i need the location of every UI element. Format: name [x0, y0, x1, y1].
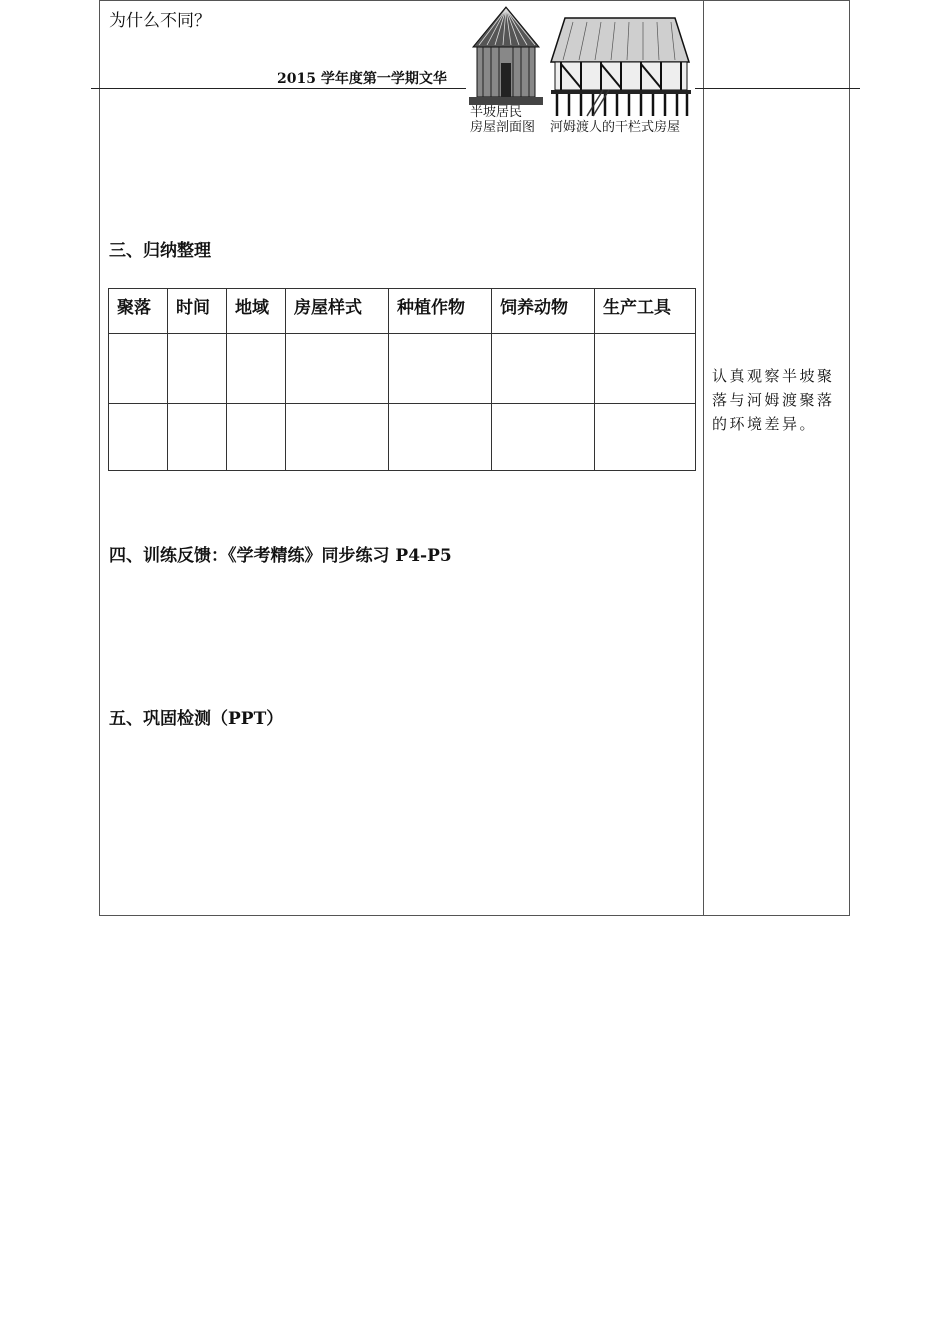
col-header-tools: 生产工具 — [595, 289, 696, 334]
summary-table — [108, 288, 696, 471]
table-cell[interactable] — [389, 404, 492, 471]
table-cell[interactable] — [227, 334, 286, 404]
table-header-row — [109, 289, 696, 334]
section-review-title: 五、巩固检测（PPT） — [109, 709, 284, 729]
section-summarize-title: 三、归纳整理 — [109, 241, 211, 261]
table-cell[interactable] — [168, 334, 227, 404]
table-row — [109, 404, 696, 471]
col-header-house-style: 房屋样式 — [286, 289, 389, 334]
header-rule-right — [695, 88, 860, 89]
table-cell[interactable] — [595, 334, 696, 404]
table-cell[interactable] — [286, 334, 389, 404]
banpo-house-illustration — [467, 5, 545, 107]
table-cell[interactable] — [492, 404, 595, 471]
header-rule-left — [91, 88, 466, 89]
table-cell[interactable] — [168, 404, 227, 471]
banpo-caption-line1: 半坡居民 — [470, 105, 523, 120]
banpo-caption-line2: 房屋剖面图 — [470, 120, 536, 135]
table-cell[interactable] — [286, 404, 389, 471]
question-text: 为什么不同？ — [109, 11, 211, 31]
table-cell[interactable] — [109, 404, 168, 471]
col-header-livestock: 饲养动物 — [492, 289, 595, 334]
table-cell[interactable] — [109, 334, 168, 404]
table-cell[interactable] — [595, 404, 696, 471]
table-cell[interactable] — [389, 334, 492, 404]
table-cell[interactable] — [492, 334, 595, 404]
table-row — [109, 334, 696, 404]
hemudu-stilt-house-illustration — [547, 14, 693, 118]
column-divider — [703, 0, 704, 916]
page-header-title: 2015 学年度第一学期文华 — [277, 71, 447, 87]
teacher-side-note: 认真观察半坡聚落与河姆渡聚落的环境差异。 — [712, 367, 835, 433]
table-cell[interactable] — [227, 404, 286, 471]
hemudu-caption: 河姆渡人的干栏式房屋 — [550, 120, 681, 135]
banpo-caption — [470, 105, 535, 135]
col-header-time: 时间 — [168, 289, 227, 334]
section-practice-title: 四、训练反馈：《学考精练》同步练习 P4-P5 — [109, 546, 452, 566]
col-header-settlement: 聚落 — [109, 289, 168, 334]
col-header-region: 地域 — [227, 289, 286, 334]
col-header-crops: 种植作物 — [389, 289, 492, 334]
